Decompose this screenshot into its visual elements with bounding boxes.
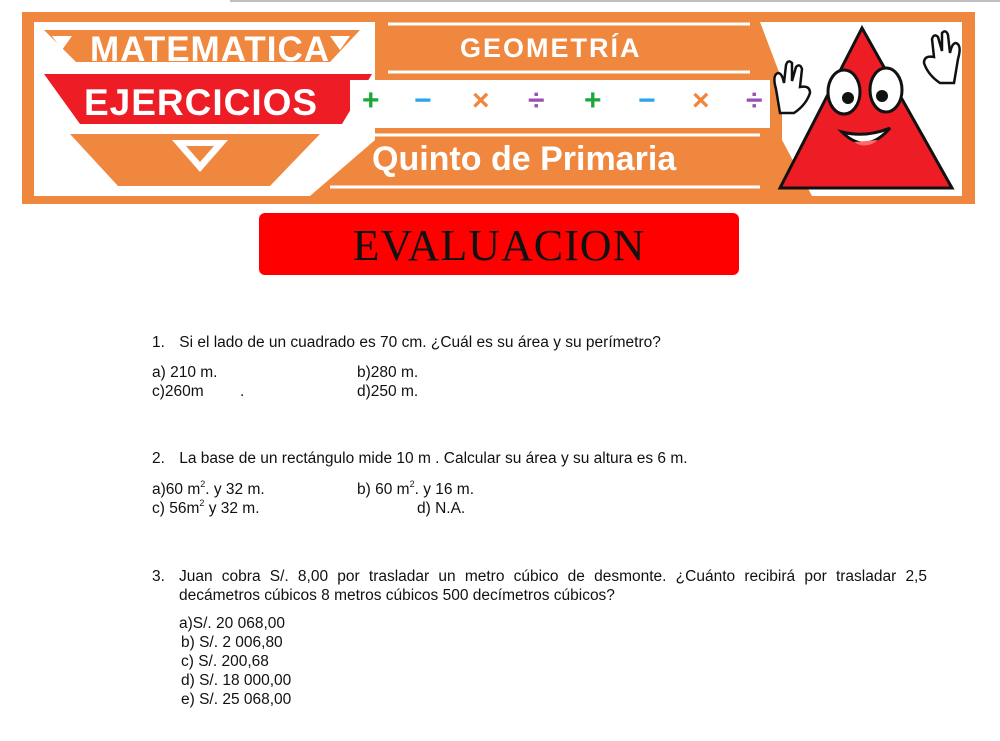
operators-row <box>362 84 772 124</box>
question-1 <box>152 333 661 352</box>
option-c: c)260m <box>152 383 204 400</box>
option-d: d)250 m. <box>357 383 419 400</box>
stray-dot: . <box>240 383 245 400</box>
option-b: b) S/. 2 006,80 <box>181 634 283 651</box>
subject-title: GEOMETRÍA <box>460 33 642 63</box>
divide-icon: ÷ <box>746 84 763 117</box>
minus-icon: − <box>414 84 432 117</box>
question-number: 2. <box>152 450 165 467</box>
option-b: b)280 m. <box>357 364 419 381</box>
plus-icon: + <box>362 84 380 117</box>
option-e: e) S/. 25 068,00 <box>181 691 292 708</box>
header-banner <box>0 0 1000 210</box>
question-number: 1. <box>152 334 165 351</box>
question-text: La base de un rectángulo mide 10 m . Calcular su área y su altura es 6 m. <box>179 450 688 467</box>
times-icon: × <box>692 84 710 117</box>
times-icon: × <box>472 84 490 117</box>
brand-line-ejercicios: EJERCICIOS <box>84 82 319 123</box>
question-number-3: 3. <box>152 568 165 585</box>
left-hand-icon <box>766 55 816 115</box>
option-c: c) S/. 200,68 <box>181 653 269 670</box>
question-text: Si el lado de un cuadrado es 70 cm. ¿Cuál es su área y su perímetro? <box>179 334 661 351</box>
option-d: d) N.A. <box>417 500 466 517</box>
question-2 <box>152 449 688 468</box>
top-border-line <box>230 0 1000 2</box>
option-a: a)S/. 20 068,00 <box>179 615 285 632</box>
minus-icon: − <box>638 84 656 117</box>
option-a: a) 210 m. <box>152 364 218 381</box>
option-c: c) $56m^2$ y 32 m. <box>152 497 260 517</box>
evaluation-title: EVALUACION <box>352 221 646 270</box>
plus-icon: + <box>584 84 602 117</box>
divide-icon: ÷ <box>528 84 545 117</box>
option-d: d) S/. 18 000,00 <box>181 672 292 689</box>
brand-line-matematica: MATEMATICA <box>90 30 331 69</box>
option-b: b) 60 $m^2$. y 16 m. <box>357 478 475 498</box>
option-a: a)60 $m^2$. y 32 m. <box>152 478 265 498</box>
grade-title: Quinto de Primaria <box>372 140 677 178</box>
right-hand-icon <box>918 25 968 85</box>
question-3-text: Juan cobra S/. 8,00 por trasladar un metro cúbico de desmonte. ¿Cuánto recibirá por trasladar 2,5 decámetros cúbicos 8 metros cúbicos 500 decímetros cúbicos? <box>179 568 927 604</box>
